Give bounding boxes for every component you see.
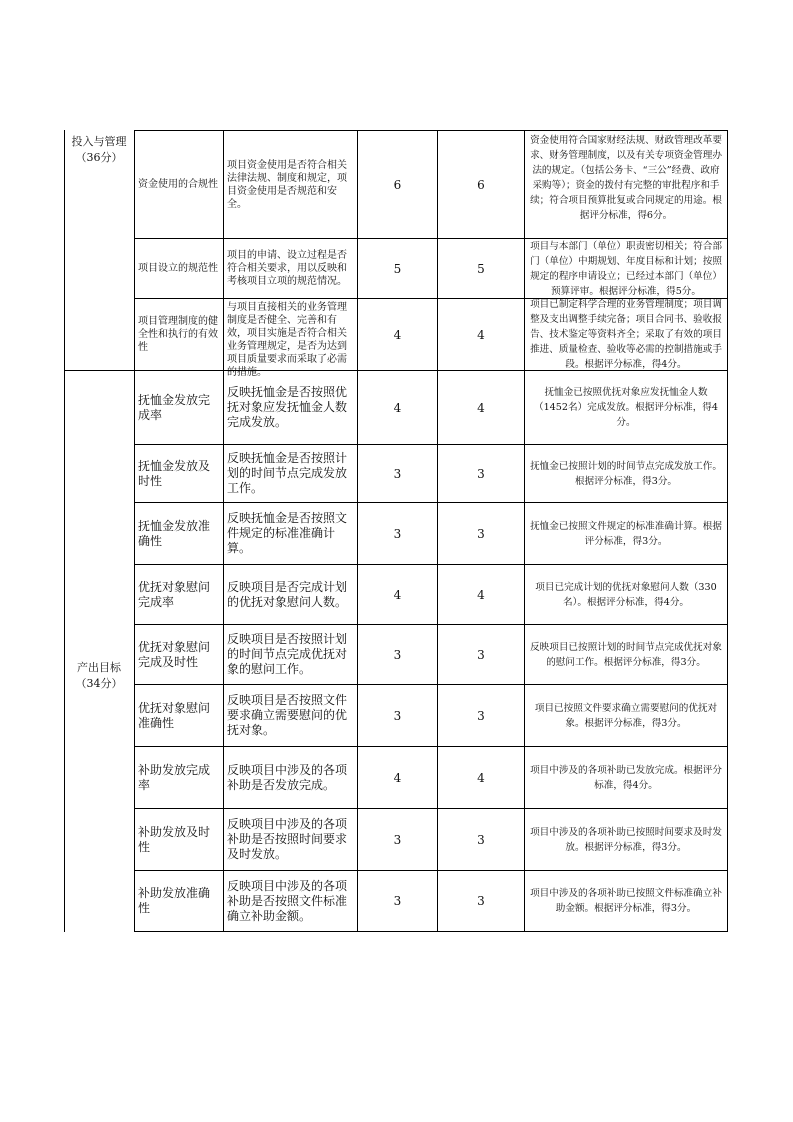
indicator-name: 资金使用的合规性 bbox=[134, 131, 223, 238]
indicator-name: 抚恤金发放准确性 bbox=[134, 503, 223, 564]
indicator-name: 补助发放及时性 bbox=[134, 809, 223, 870]
indicator-score: 3 bbox=[437, 871, 524, 931]
indicator-weight: 5 bbox=[357, 239, 437, 298]
scoring-evidence: 项目已完成计划的优抚对象慰问人数（330名）。根据评分标准，得4分。 bbox=[524, 565, 728, 624]
indicator-name: 补助发放准确性 bbox=[134, 871, 223, 931]
indicator-description: 反映项目中涉及的各项补助是否按照时间要求及时发放。 bbox=[223, 809, 357, 870]
table-left-border bbox=[64, 130, 65, 932]
table-row bbox=[134, 746, 728, 808]
indicator-weight: 3 bbox=[357, 685, 437, 746]
section-divider bbox=[64, 370, 134, 371]
indicator-description: 项目资金使用是否符合相关法律法规、制度和规定，项目资金使用是否规范和安全。 bbox=[223, 131, 357, 238]
section-title: 产出目标 bbox=[77, 661, 121, 674]
indicator-description: 反映项目是否按照计划的时间节点完成优抚对象的慰问工作。 bbox=[223, 625, 357, 684]
indicator-score: 3 bbox=[437, 809, 524, 870]
indicator-name: 项目管理制度的健全性和执行的有效性 bbox=[134, 299, 223, 370]
indicator-name: 补助发放完成率 bbox=[134, 747, 223, 808]
section-points: （34分） bbox=[75, 677, 123, 690]
scoring-evidence: 资金使用符合国家财经法规、财政管理改革要求、财务管理制度，以及有关专项资金管理办法的规定。（包括公务卡、“三公”经费、政府采购等）；资金的拨付有完整的审批程序和手续；符合项目预算批复或合同规定的用途。根据评分标准，得6分。 bbox=[524, 131, 728, 238]
indicator-description: 项目的申请、设立过程是否符合相关要求，用以反映和考核项目立项的规范情况。 bbox=[223, 239, 357, 298]
indicator-description: 反映项目中涉及的各项补助是否按照文件标准确立补助金额。 bbox=[223, 871, 357, 931]
indicator-description: 与项目直接相关的业务管理制度是否健全、完善和有效，项目实施是否符合相关业务管理规定，是否为达到项目质量要求而采取了必需的措施。 bbox=[223, 299, 357, 370]
indicator-weight: 3 bbox=[357, 445, 437, 502]
scoring-evidence: 抚恤金已按照文件规定的标准准确计算。根据评分标准，得3分。 bbox=[524, 503, 728, 564]
indicator-weight: 3 bbox=[357, 503, 437, 564]
scoring-evidence: 项目中涉及的各项补助已发放完成。根据评分标准，得4分。 bbox=[524, 747, 728, 808]
indicator-score: 3 bbox=[437, 445, 524, 502]
table-row bbox=[134, 564, 728, 624]
indicator-name: 抚恤金发放完成率 bbox=[134, 371, 223, 444]
indicator-weight: 4 bbox=[357, 371, 437, 444]
scoring-evidence: 抚恤金已按照计划的时间节点完成发放工作。根据评分标准，得3分。 bbox=[524, 445, 728, 502]
indicator-description: 反映项目中涉及的各项补助是否发放完成。 bbox=[223, 747, 357, 808]
table-row bbox=[134, 130, 728, 238]
table-row bbox=[134, 870, 728, 932]
table-row bbox=[134, 444, 728, 502]
scoring-evidence: 抚恤金已按照优抚对象应发抚恤金人数（1452名）完成发放。根据评分标准，得4分。 bbox=[524, 371, 728, 444]
indicator-score: 3 bbox=[437, 625, 524, 684]
indicator-score: 5 bbox=[437, 239, 524, 298]
table-row bbox=[134, 298, 728, 378]
scoring-evidence: 项目中涉及的各项补助已按照时间要求及时发放。根据评分标准，得3分。 bbox=[524, 809, 728, 870]
table-row bbox=[134, 502, 728, 564]
indicator-description: 反映抚恤金是否按照文件规定的标准准确计算。 bbox=[223, 503, 357, 564]
indicator-weight: 6 bbox=[357, 131, 437, 238]
indicator-score: 3 bbox=[437, 503, 524, 564]
indicator-score: 4 bbox=[437, 747, 524, 808]
section-label-input-management bbox=[64, 134, 134, 166]
scoring-evidence: 项目已制定科学合理的业务管理制度；项目调整及支出调整手续完备；项目合同书、验收报告、技术鉴定等资料齐全；采取了有效的项目推进、质量检查、验收等必需的控制措施或手段。根据评分标准，得4分。 bbox=[524, 299, 728, 370]
indicator-description: 反映抚恤金是否按照计划的时间节点完成发放工作。 bbox=[223, 445, 357, 502]
scoring-evidence: 反映项目已按照计划的时间节点完成优抚对象的慰问工作。根据评分标准，得3分。 bbox=[524, 625, 728, 684]
table-row bbox=[134, 808, 728, 870]
scoring-evidence: 项目已按照文件要求确立需要慰问的优抚对象。根据评分标准，得3分。 bbox=[524, 685, 728, 746]
indicator-name: 优抚对象慰问准确性 bbox=[134, 685, 223, 746]
scoring-evidence: 项目中涉及的各项补助已按照文件标准确立补助金额。根据评分标准，得3分。 bbox=[524, 871, 728, 931]
indicator-name: 抚恤金发放及时性 bbox=[134, 445, 223, 502]
indicator-name: 优抚对象慰问完成及时性 bbox=[134, 625, 223, 684]
indicator-weight: 4 bbox=[357, 565, 437, 624]
indicator-description: 反映抚恤金是否按照优抚对象应发抚恤金人数完成发放。 bbox=[223, 371, 357, 444]
section-title: 投入与管理 bbox=[71, 135, 127, 148]
indicator-score: 4 bbox=[437, 299, 524, 370]
table-row bbox=[134, 684, 728, 746]
indicator-name: 项目设立的规范性 bbox=[134, 239, 223, 298]
table-row bbox=[134, 624, 728, 684]
indicator-score: 6 bbox=[437, 131, 524, 238]
indicator-score: 4 bbox=[437, 371, 524, 444]
indicator-weight: 3 bbox=[357, 625, 437, 684]
indicator-score: 4 bbox=[437, 565, 524, 624]
table-row bbox=[134, 238, 728, 298]
table-row bbox=[134, 370, 728, 444]
indicator-weight: 3 bbox=[357, 809, 437, 870]
indicator-name: 优抚对象慰问完成率 bbox=[134, 565, 223, 624]
indicator-weight: 4 bbox=[357, 747, 437, 808]
indicator-description: 反映项目是否完成计划的优抚对象慰问人数。 bbox=[223, 565, 357, 624]
indicator-weight: 4 bbox=[357, 299, 437, 370]
indicator-weight: 3 bbox=[357, 871, 437, 931]
indicator-description: 反映项目是否按照文件要求确立需要慰问的优抚对象。 bbox=[223, 685, 357, 746]
scoring-evidence: 项目与本部门（单位）职责密切相关；符合部门（单位）中期规划、年度目标和计划；按照规定的程序申请设立；已经过本部门（单位）预算评审。根据评分标准，得5分。 bbox=[524, 239, 728, 298]
indicator-score: 3 bbox=[437, 685, 524, 746]
section-label-output-targets bbox=[64, 660, 134, 692]
section-points: （36分） bbox=[75, 151, 123, 164]
